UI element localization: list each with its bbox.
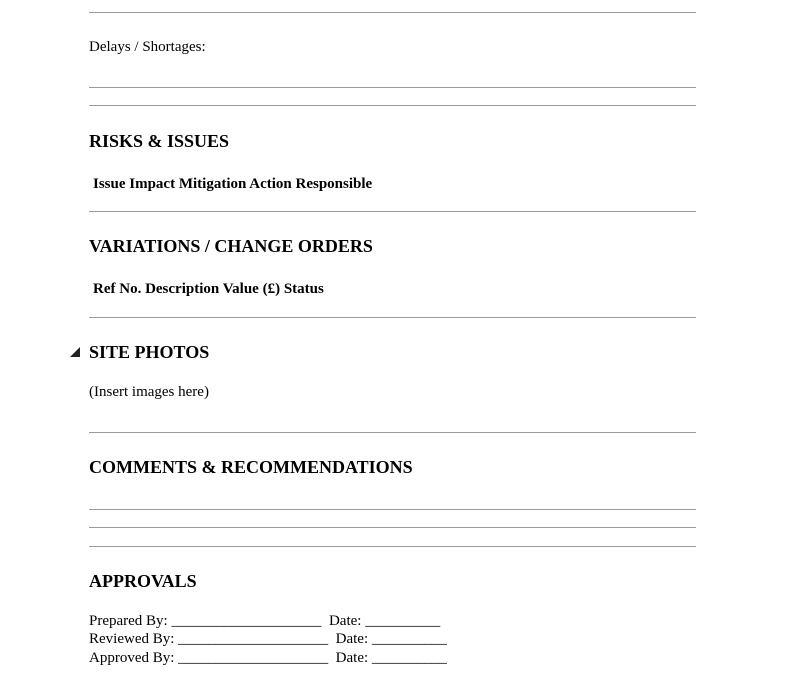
divider-line	[89, 211, 696, 212]
variations-heading: VARIATIONS / CHANGE ORDERS	[89, 236, 373, 256]
approval-row-prepared: Prepared By: ____________________ Date: __________	[89, 613, 441, 629]
divider-line	[89, 432, 696, 433]
divider-line	[89, 546, 696, 547]
variations-table-header: Ref No. Description Value (£) Status	[93, 281, 324, 297]
comments-heading: COMMENTS & RECOMMENDATIONS	[89, 457, 413, 477]
risks-heading: RISKS & ISSUES	[89, 131, 230, 151]
collapse-triangle-icon[interactable]	[70, 347, 80, 357]
risks-table-header: Issue Impact Mitigation Action Responsible	[93, 176, 373, 192]
approval-row-reviewed: Reviewed By: ____________________ Date: __________	[89, 631, 447, 647]
site-photos-placeholder: (Insert images here)	[89, 384, 209, 400]
site-photos-heading: SITE PHOTOS	[89, 342, 210, 362]
fill-in-line	[89, 527, 696, 528]
approval-row-approved: Approved By: ____________________ Date: __________	[89, 650, 447, 666]
divider-line	[89, 105, 696, 106]
fill-in-line	[89, 509, 696, 510]
fill-in-line	[89, 87, 696, 88]
divider-line	[89, 12, 696, 13]
divider-line	[89, 317, 696, 318]
delays-label: Delays / Shortages:	[89, 39, 206, 55]
approvals-heading: APPROVALS	[89, 571, 197, 591]
